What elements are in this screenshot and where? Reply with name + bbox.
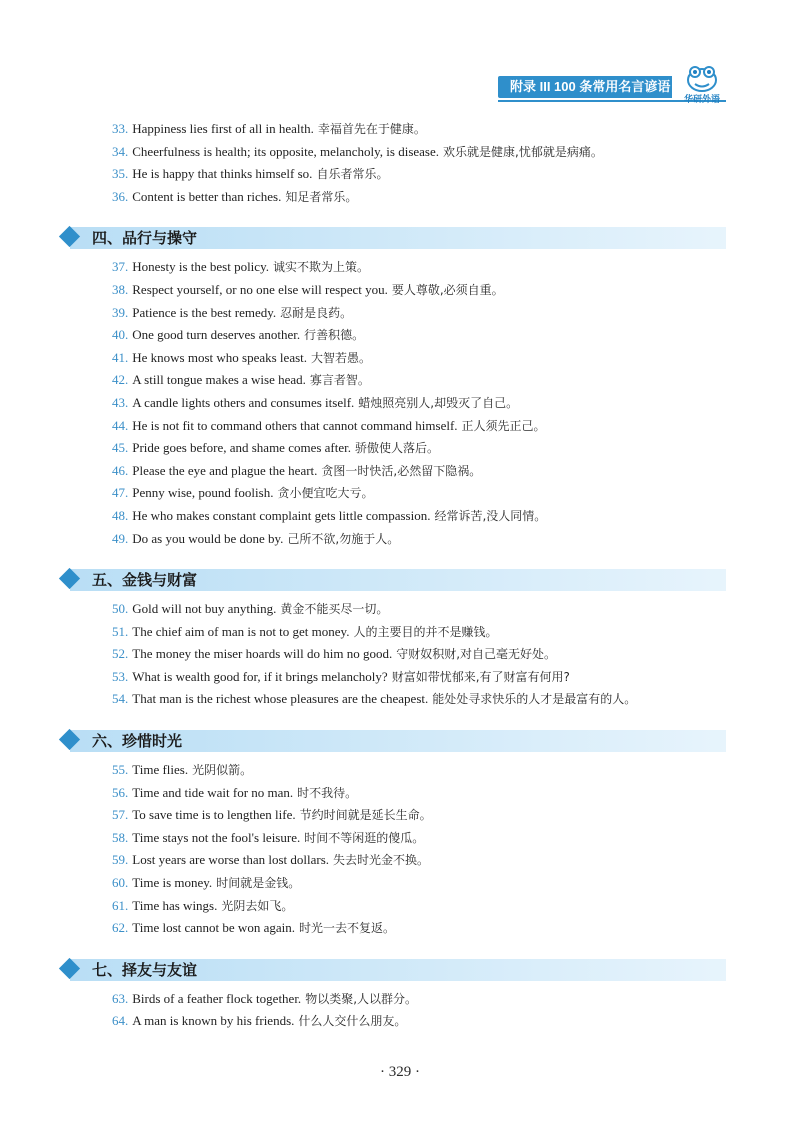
proverb-item: [0, 621, 800, 644]
proverb-item: [0, 643, 800, 666]
proverb-chinese: 光阴似箭。: [192, 763, 253, 778]
proverb-number: 56.: [112, 784, 129, 800]
proverb-item: [0, 369, 800, 392]
proverb-english: A still tongue makes a wise head.: [132, 372, 306, 388]
proverb-item: [0, 392, 800, 415]
proverb-item: [0, 505, 800, 528]
proverb-chinese: 骄傲使人落后。: [355, 441, 440, 456]
proverb-number: 41.: [112, 349, 129, 365]
proverb-chinese: 贪小便宜吃大亏。: [277, 486, 374, 501]
proverb-number: 62.: [112, 920, 129, 936]
proverb-chinese: 黄金不能买尽一切。: [280, 602, 389, 617]
section-header: [0, 224, 800, 250]
section-header: [0, 727, 800, 753]
proverb-number: 52.: [112, 646, 129, 662]
proverb-english: Time flies.: [132, 762, 189, 778]
proverb-chinese: 忍耐是良药。: [280, 305, 353, 320]
section-header: [0, 956, 800, 982]
proverb-english: He knows most who speaks least.: [132, 349, 308, 365]
proverb-number: 51.: [112, 623, 129, 639]
section-header: [0, 566, 800, 592]
proverb-english: Respect yourself, or no one else will respect you.: [132, 281, 388, 297]
proverb-number: 58.: [112, 829, 129, 845]
proverb-english: He who makes constant complaint gets little compassion.: [132, 507, 431, 523]
proverb-chinese: 自乐者常乐。: [316, 167, 389, 182]
proverb-chinese: 行善积德。: [304, 328, 365, 343]
proverb-number: 43.: [112, 394, 129, 410]
proverb-number: 46.: [112, 462, 129, 478]
proverb-english: What is wealth good for, if it brings melancholy?: [132, 668, 388, 684]
proverb-chinese: 时光一去不复返。: [298, 921, 395, 936]
proverb-chinese: 经常诉苦,没人同情。: [434, 508, 547, 523]
proverb-number: 37.: [112, 259, 129, 275]
proverb-item: [0, 804, 800, 827]
proverb-english: Do as you would be done by.: [132, 530, 284, 546]
proverb-number: 35.: [112, 166, 129, 182]
proverb-item: [0, 782, 800, 805]
proverb-english: Patience is the best remedy.: [132, 304, 277, 320]
proverb-chinese: 时间不等闲逛的傻瓜。: [304, 830, 425, 845]
proverb-chinese: 时不我待。: [297, 785, 358, 800]
proverb-english: Content is better than riches.: [132, 188, 282, 204]
proverb-english: Time is money.: [132, 875, 213, 891]
proverb-english: Penny wise, pound foolish.: [132, 485, 274, 501]
proverb-english: The chief aim of man is not to get money.: [132, 623, 350, 639]
proverb-chinese: 什么人交什么朋友。: [298, 1014, 407, 1029]
proverb-chinese: 物以类聚,人以群分。: [305, 991, 418, 1006]
proverb-english: One good turn deserves another.: [132, 327, 301, 343]
proverb-item: [0, 1010, 800, 1033]
proverb-item: [0, 598, 800, 621]
proverb-english: Time stays not the fool's leisure.: [132, 829, 301, 845]
proverb-number: 57.: [112, 807, 129, 823]
proverb-item: [0, 141, 800, 164]
proverb-english: Gold will not buy anything.: [132, 601, 277, 617]
section-title: 六、珍惜时光: [92, 732, 183, 751]
proverb-item: [0, 759, 800, 782]
proverb-chinese: 财富如带忧郁来,有了财富有何用?: [391, 669, 570, 684]
proverb-item: [0, 324, 800, 347]
proverb-english: The money the miser hoards will do him no good.: [132, 646, 393, 662]
proverb-chinese: 节约时间就是延长生命。: [299, 808, 432, 823]
running-header: 附录 III 100 条常用名言谚语: [498, 76, 672, 98]
proverb-chinese: 己所不欲,勿施于人。: [287, 531, 400, 546]
proverb-chinese: 蜡烛照亮别人,却毁灭了自己。: [358, 395, 519, 410]
proverb-english: Time lost cannot be won again.: [132, 920, 295, 936]
proverb-number: 36.: [112, 188, 129, 204]
proverb-item: [0, 872, 800, 895]
proverb-item: [0, 528, 800, 551]
proverb-chinese: 幸福首先在于健康。: [317, 122, 426, 136]
proverb-chinese: 失去时光金不换。: [333, 853, 430, 868]
proverb-chinese: 人的主要目的并不是赚钱。: [353, 624, 498, 639]
proverb-number: 50.: [112, 601, 129, 617]
proverb-item: [0, 482, 800, 505]
proverb-english: Time has wings.: [132, 897, 218, 913]
proverb-number: 55.: [112, 762, 129, 778]
proverb-item: [0, 256, 800, 279]
proverb-chinese: 大智若愚。: [311, 350, 372, 365]
section-title: 五、金钱与财富: [92, 571, 198, 590]
proverb-number: 48.: [112, 507, 129, 523]
proverb-number: 49.: [112, 530, 129, 546]
proverb-item: [0, 849, 800, 872]
proverb-english: Pride goes before, and shame comes after.: [132, 440, 352, 456]
proverb-chinese: 欢乐就是健康,忧郁就是病痛。: [443, 144, 603, 159]
proverb-chinese: 光阴去如飞。: [221, 898, 294, 913]
proverb-english: Lost years are worse than lost dollars.: [132, 852, 330, 868]
proverb-item: [0, 163, 800, 186]
proverb-chinese: 诚实不欺为上策。: [272, 260, 369, 275]
page-number: · 329 ·: [380, 1064, 420, 1080]
proverb-english: To save time is to lengthen life.: [132, 807, 296, 823]
proverb-chinese: 寡言者智。: [309, 373, 370, 388]
proverb-item: [0, 460, 800, 483]
proverb-chinese: 知足者常乐。: [285, 189, 358, 204]
proverb-number: 64.: [112, 1013, 129, 1029]
proverb-english: Happiness lies first of all in health.: [132, 121, 314, 136]
proverb-number: 54.: [112, 691, 129, 707]
proverb-number: 40.: [112, 327, 129, 343]
proverb-number: 63.: [112, 990, 129, 1006]
proverb-item: [0, 302, 800, 325]
proverb-number: 38.: [112, 281, 129, 297]
proverb-number: 60.: [112, 875, 129, 891]
proverb-item: [0, 186, 800, 209]
proverb-number: 42.: [112, 372, 129, 388]
proverb-number: 47.: [112, 485, 129, 501]
proverb-number: 44.: [112, 417, 129, 433]
proverb-item: [0, 688, 800, 711]
proverb-chinese: 能处处寻求快乐的人才是最富有的人。: [432, 692, 637, 707]
proverb-chinese: 守财奴积财,对自己毫无好处。: [396, 647, 557, 662]
proverb-number: 53.: [112, 668, 129, 684]
proverb-number: 34.: [112, 143, 129, 159]
section-title: 四、品行与操守: [92, 229, 198, 248]
proverb-number: 39.: [112, 304, 129, 320]
proverb-number: 61.: [112, 897, 129, 913]
proverb-chinese: 贪图一时快活,必然留下隐祸。: [321, 463, 482, 478]
proverb-item: [0, 279, 800, 302]
proverb-item: [0, 666, 800, 689]
proverb-chinese: 正人须先正己。: [461, 418, 546, 433]
proverb-item: [0, 895, 800, 918]
proverb-english: Time and tide wait for no man.: [132, 784, 294, 800]
logo-text: 华研外语: [683, 94, 720, 104]
proverb-english: A candle lights others and consumes itself.: [132, 394, 355, 410]
proverb-item: [0, 917, 800, 940]
proverb-item: [0, 988, 800, 1011]
section-title: 七、择友与友谊: [92, 960, 198, 979]
proverb-item: [0, 415, 800, 438]
proverb-english: A man is known by his friends.: [132, 1013, 295, 1029]
proverb-chinese: 要人尊敬,必须自重。: [391, 282, 504, 297]
proverb-number: 33.: [112, 121, 129, 136]
proverb-item: [0, 827, 800, 850]
proverb-english: Please the eye and plague the heart.: [132, 462, 318, 478]
proverb-item: [0, 437, 800, 460]
proverb-english: Cheerfulness is health; its opposite, melancholy, is disease.: [132, 143, 440, 159]
proverb-english: Honesty is the best policy.: [132, 259, 269, 275]
proverb-number: 45.: [112, 440, 129, 456]
proverb-english: He is happy that thinks himself so.: [132, 166, 313, 182]
proverb-item: [0, 118, 800, 141]
proverb-item: [0, 347, 800, 370]
proverb-chinese: 时间就是金钱。: [216, 876, 301, 891]
proverb-number: 59.: [112, 852, 129, 868]
proverb-english: He is not fit to command others that cannot command himself.: [132, 417, 458, 433]
proverb-list: [0, 118, 800, 1033]
proverb-english: Birds of a feather flock together.: [132, 990, 302, 1006]
proverb-english: That man is the richest whose pleasures are the cheapest.: [132, 691, 429, 707]
